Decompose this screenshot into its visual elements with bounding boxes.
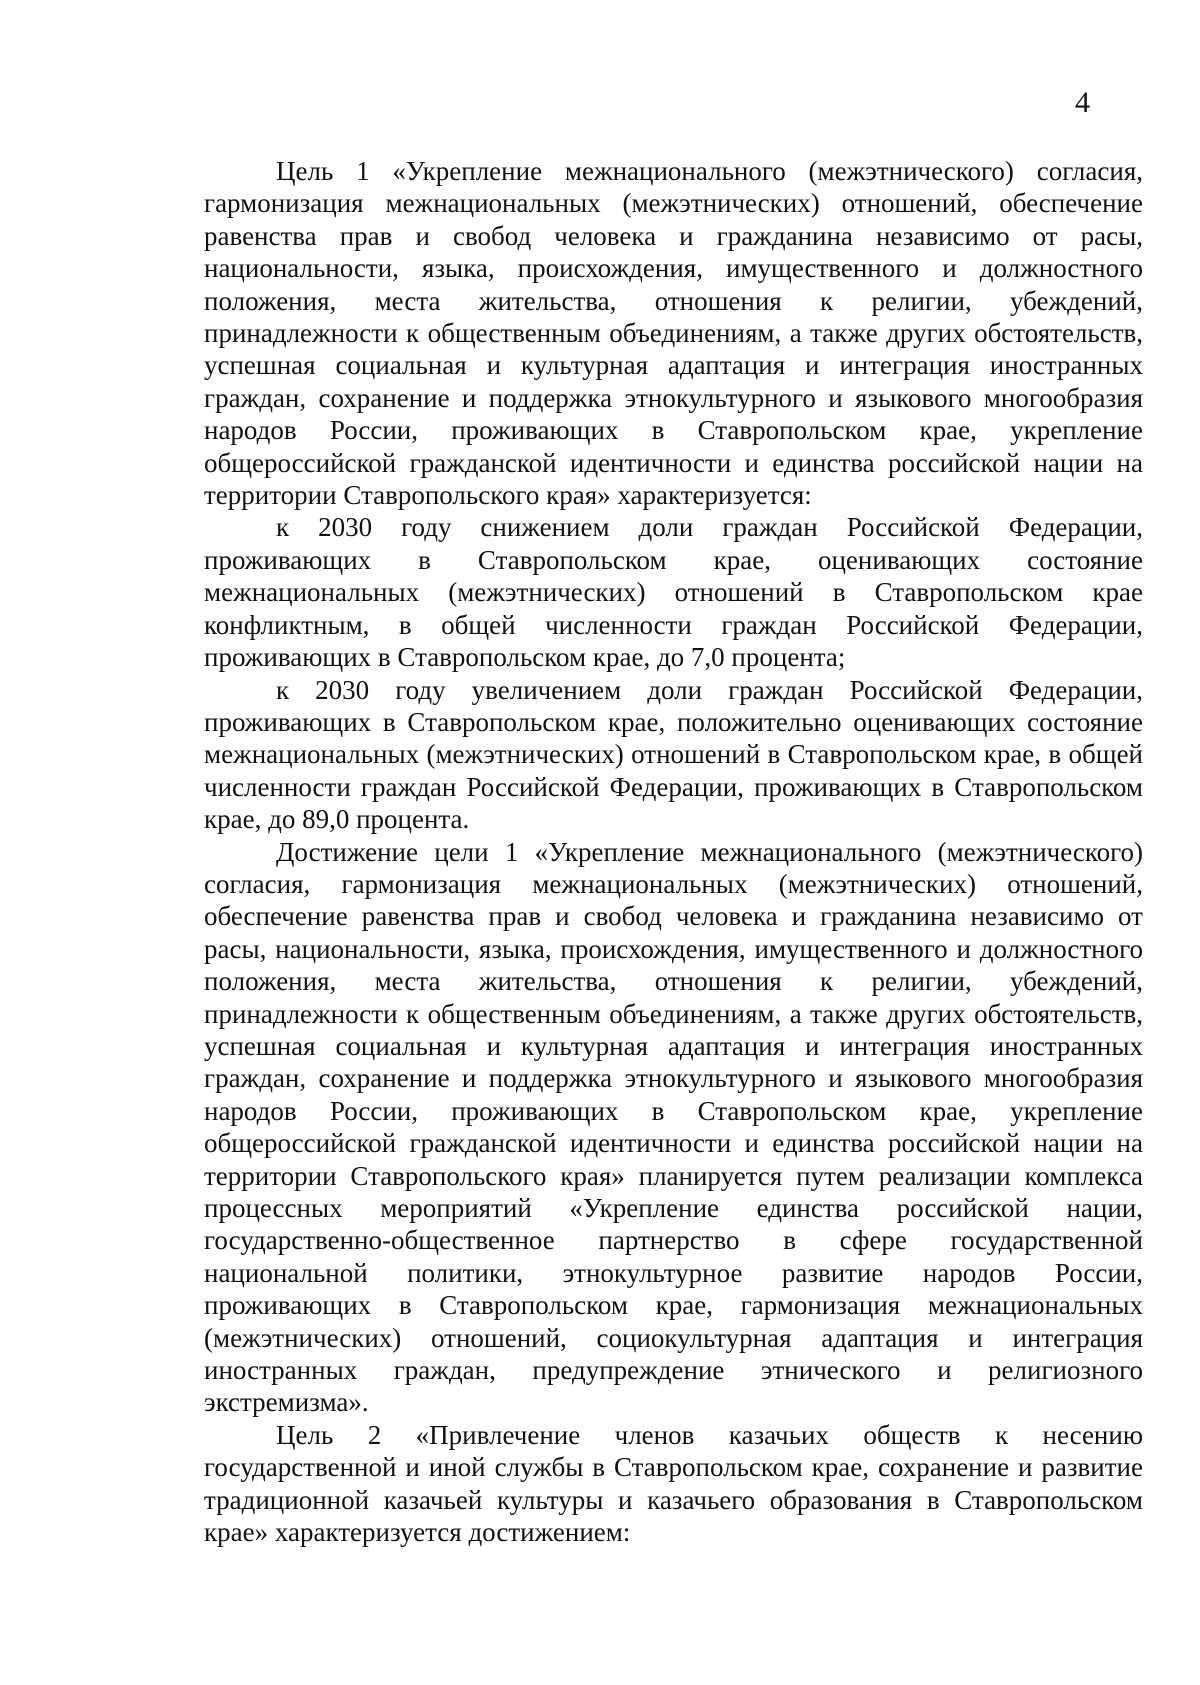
document-body — [204, 155, 1143, 1548]
paragraph-goal-2: Цель 2 «Привлечение членов казачьих обществ к несению государственной и иной службы в Ставропольском крае, сохранение и развитие традиционной казачьей культуры и казачьего образования в Ставропольском крае» характеризуется достижением: — [204, 1419, 1143, 1548]
paragraph-goal-1: Цель 1 «Укрепление межнационального (межэтнического) согласия, гармонизация межнациональных (межэтнических) отношений, обеспечение равенства прав и свобод человека и гражданина независимо от расы, национальности, языка, происхождения, имущественного и должностного положения, места жительства, отношения к религии, убеждений, принадлежности к общественным объединениям, а также других обстоятельств, успешная социальная и культурная адаптация и интеграция иностранных граждан, сохранение и поддержка этнокультурного и языкового многообразия народов России, проживающих в Ставропольском крае, укрепление общероссийской гражданской идентичности и единства российской нации на территории Ставропольского края» характеризуется: — [204, 156, 1143, 511]
paragraph-indicator-increase: к 2030 году увеличением доли граждан Российской Федерации, проживающих в Ставропольском крае, положительно оценивающих состояние межнациональных (межэтнических) отношений в Ставропольском крае, в общей численности граждан Российской Федерации, проживающих в Ставропольском крае, до 89,0 процента. — [204, 674, 1143, 835]
paragraph-indicator-decrease: к 2030 году снижением доли граждан Российской Федерации, проживающих в Ставропольском крае, оценивающих состояние межнациональных (межэтнических) отношений в Ставропольском крае конфликтным, в общей численности граждан Российской Федерации, проживающих в Ставропольском крае, до 7,0 процента; — [204, 512, 1143, 673]
paragraph-goal-1-achievement: Достижение цели 1 «Укрепление межнационального (межэтнического) согласия, гармонизация межнациональных (межэтнических) отношений, обеспечение равенства прав и свобод человека и гражданина независимо от расы, национальности, языка, происхождения, имущественного и должностного положения, места жительства, отношения к религии, убеждений, принадлежности к общественным объединениям, а также других обстоятельств, успешная социальная и культурная адаптация и интеграция иностранных граждан, сохранение и поддержка этнокультурного и языкового многообразия народов России, проживающих в Ставропольском крае, укрепление общероссийской гражданской идентичности и единства российской нации на территории Ставропольского края» планируется путем реализации комплекса процессных мероприятий «Укрепление единства российской нации, государственно-общественное партнерство в сфере государственной национальной политики, этнокультурное развитие народов России, проживающих в Ставропольском крае, гармонизация межнациональных (межэтнических) отношений, социокультурная адаптация и интеграция иностранных граждан, предупреждение этнического и религиозного экстремизма». — [204, 836, 1143, 1418]
page-number: 4 — [1075, 86, 1090, 119]
